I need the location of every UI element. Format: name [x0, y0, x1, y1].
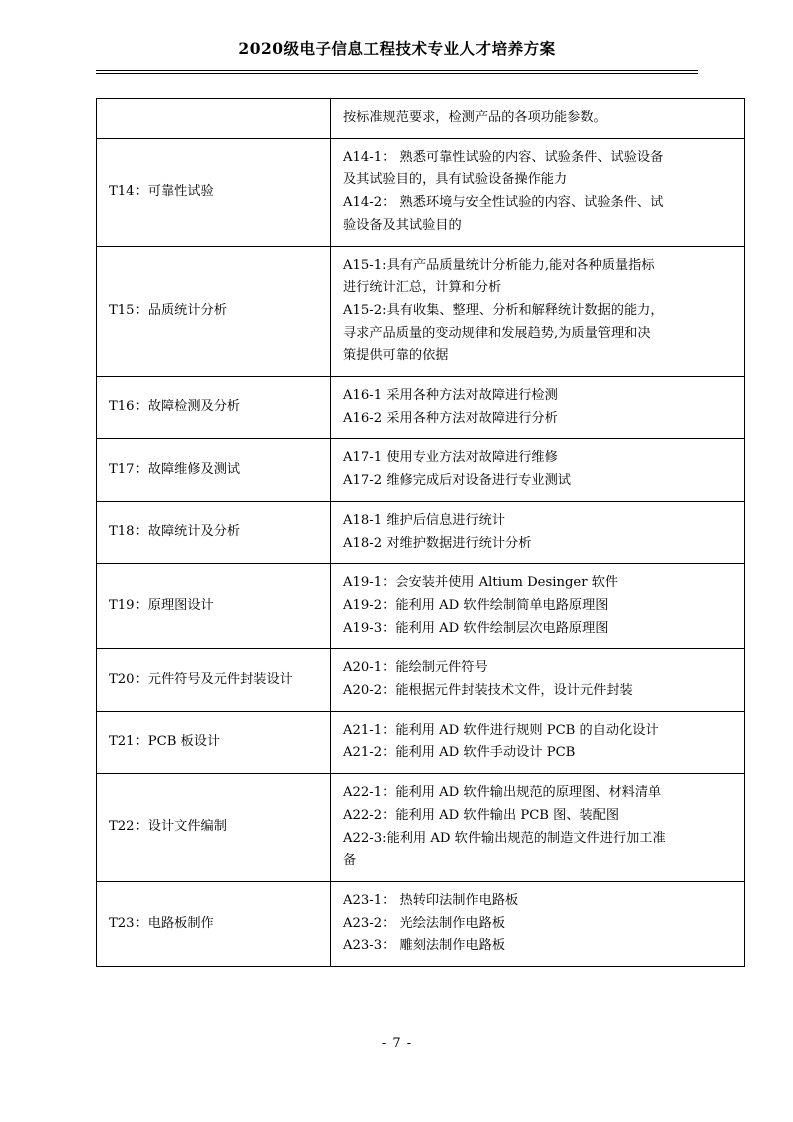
description-line: A16-2 采用各种方法对故障进行分析 — [343, 410, 558, 426]
task-description-cell — [331, 99, 745, 139]
table-row — [97, 99, 745, 139]
task-code-cell — [97, 99, 331, 139]
task-code-cell: T14：可靠性试验 — [97, 138, 331, 246]
description-line: A18-1 维护后信息进行统计 — [343, 512, 506, 528]
description-line: A17-2 维修完成后对设备进行专业测试 — [343, 473, 571, 489]
competency-table — [96, 98, 745, 967]
task-description-cell — [331, 564, 745, 649]
task-description-cell — [331, 377, 745, 439]
table-row — [97, 774, 745, 882]
task-description-cell — [331, 649, 745, 711]
task-description-cell — [331, 881, 745, 966]
description-line: A21-2：能利用 AD 软件手动设计 PCB — [343, 745, 576, 761]
page-header — [96, 40, 698, 59]
header-divider — [96, 70, 698, 74]
table-row — [97, 881, 745, 966]
task-description-cell — [331, 774, 745, 882]
description-line: A20-2：能根据元件封装技术文件，设计元件封装 — [343, 683, 633, 699]
description-line: A17-1 使用专业方法对故障进行维修 — [343, 450, 558, 466]
description-line: 按标准规范要求，检测产品的各项功能参数。 — [343, 110, 607, 125]
description-line: A20-1：能绘制元件符号 — [343, 660, 488, 676]
description-line: A14-2： 熟悉环境与安全性试验的内容、试验条件、试 — [343, 195, 664, 211]
description-line: A23-3： 雕刻法制作电路板 — [343, 938, 506, 954]
task-description-cell — [331, 138, 745, 246]
description-line: 备 — [343, 853, 357, 869]
description-line: A23-1： 热转印法制作电路板 — [343, 892, 519, 908]
description-line: A16-1 采用各种方法对故障进行检测 — [343, 388, 558, 404]
task-code-cell: T21：PCB 板设计 — [97, 711, 331, 773]
task-code-cell: T22：设计文件编制 — [97, 774, 331, 882]
table-row — [97, 649, 745, 711]
description-line: A22-3:能利用 AD 软件输出规范的制造文件进行加工准 — [343, 830, 666, 846]
description-line: A18-2 对维护数据进行统计分析 — [343, 535, 532, 551]
table-row — [97, 501, 745, 563]
task-code-cell: T18：故障统计及分析 — [97, 501, 331, 563]
description-line: A22-2：能利用 AD 软件输出 PCB 图、装配图 — [343, 807, 620, 823]
table-row — [97, 138, 745, 246]
description-line: 及其试验目的，具有试验设备操作能力 — [343, 172, 568, 188]
description-line: 验设备及其试验目的 — [343, 217, 462, 233]
table-row — [97, 711, 745, 773]
table-body — [97, 99, 745, 967]
task-code-cell: T16：故障检测及分析 — [97, 377, 331, 439]
description-line: A19-3：能利用 AD 软件绘制层次电路原理图 — [343, 620, 609, 636]
description-line: A23-2： 光绘法制作电路板 — [343, 915, 506, 931]
task-description-cell — [331, 501, 745, 563]
description-line: A19-2：能利用 AD 软件绘制简单电路原理图 — [343, 597, 609, 613]
description-line: 进行统计汇总，计算和分析 — [343, 280, 502, 296]
table-row — [97, 564, 745, 649]
header-title: 2020级电子信息工程技术专业人才培养方案 — [238, 39, 556, 58]
description-line: A21-1：能利用 AD 软件进行规则 PCB 的自动化设计 — [343, 722, 659, 738]
description-line: A22-1：能利用 AD 软件输出规范的原理图、材料清单 — [343, 785, 662, 801]
task-code-cell: T19：原理图设计 — [97, 564, 331, 649]
task-description-cell — [331, 246, 745, 377]
description-line: 策提供可靠的依据 — [343, 348, 449, 364]
table-row — [97, 439, 745, 501]
task-code-cell: T23：电路板制作 — [97, 881, 331, 966]
task-code-cell: T17：故障维修及测试 — [97, 439, 331, 501]
description-line: 寻求产品质量的变动规律和发展趋势,为质量管理和决 — [343, 325, 651, 341]
task-description-cell — [331, 439, 745, 501]
description-line: A14-1： 熟悉可靠性试验的内容、试验条件、试验设备 — [343, 149, 664, 165]
task-description-cell — [331, 711, 745, 773]
task-code-cell: T15：品质统计分析 — [97, 246, 331, 377]
page-footer: - 7 - — [381, 1036, 413, 1051]
description-line: A15-2:具有收集、整理、分析和解释统计数据的能力， — [343, 302, 664, 318]
description-line: A15-1:具有产品质量统计分析能力,能对各种质量指标 — [343, 257, 655, 273]
description-line: A19-1：会安装并使用 Altium Desinger 软件 — [343, 575, 619, 591]
table-row — [97, 246, 745, 377]
table-row — [97, 377, 745, 439]
task-code-cell: T20：元件符号及元件封装设计 — [97, 649, 331, 711]
